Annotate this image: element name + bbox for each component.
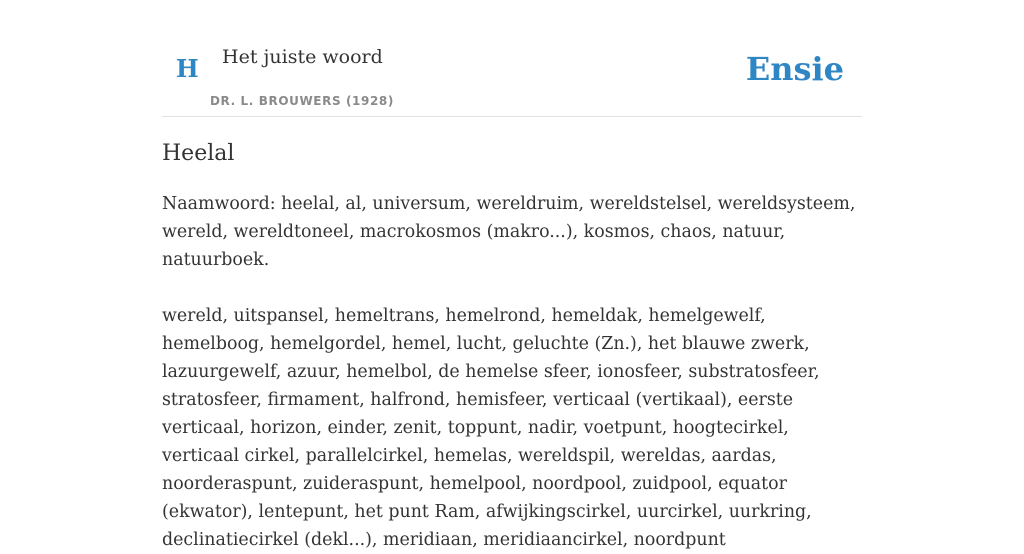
book-author[interactable]: DR. L. BROUWERS (1928): [210, 94, 394, 108]
article-paragraph: Naamwoord: heelal, al, universum, wereldruim, wereldstelsel, wereldsysteem, wereld, wereldtoneel, macrokosmos (makro...), kosmos, chaos, natuur, natuurboek.: [162, 194, 856, 270]
letter-index-link[interactable]: H: [176, 54, 199, 83]
article-title: Heelal: [162, 141, 235, 166]
book-title-link[interactable]: Het juiste woord: [222, 46, 383, 68]
article: [162, 138, 862, 554]
ensie-logo[interactable]: Ensie: [745, 50, 844, 88]
article-paragraph: wereld, uitspansel, hemeltrans, hemelrond, hemeldak, hemelgewelf, hemelboog, hemelgordel, hemel, lucht, geluchte (Zn.), het blauwe zwerk, lazuurgewelf, azuur, hemelbol, de hemelse sfeer, ionosfeer, substratosfeer, stratosfeer, firmament, halfrond, hemisfeer, verticaal (vertikaal), eerste verticaal, horizon, einder, zenit, toppunt, nadir, voetpunt, hoogtecirkel, verticaal cirkel, parallelcirkel, hemelas, wereldspil, wereldas, aardas, noorderaspunt, zuideraspunt, hemelpool, noordpool, zuidpool, equator (ekwator), lentepunt, het punt Ram, afwijkingscirkel, uurcirkel, uurkring, declinatiecirkel (dekl...), meridiaan, meridiaancirkel, noordpunt: [162, 306, 820, 550]
book-header: [162, 0, 862, 117]
